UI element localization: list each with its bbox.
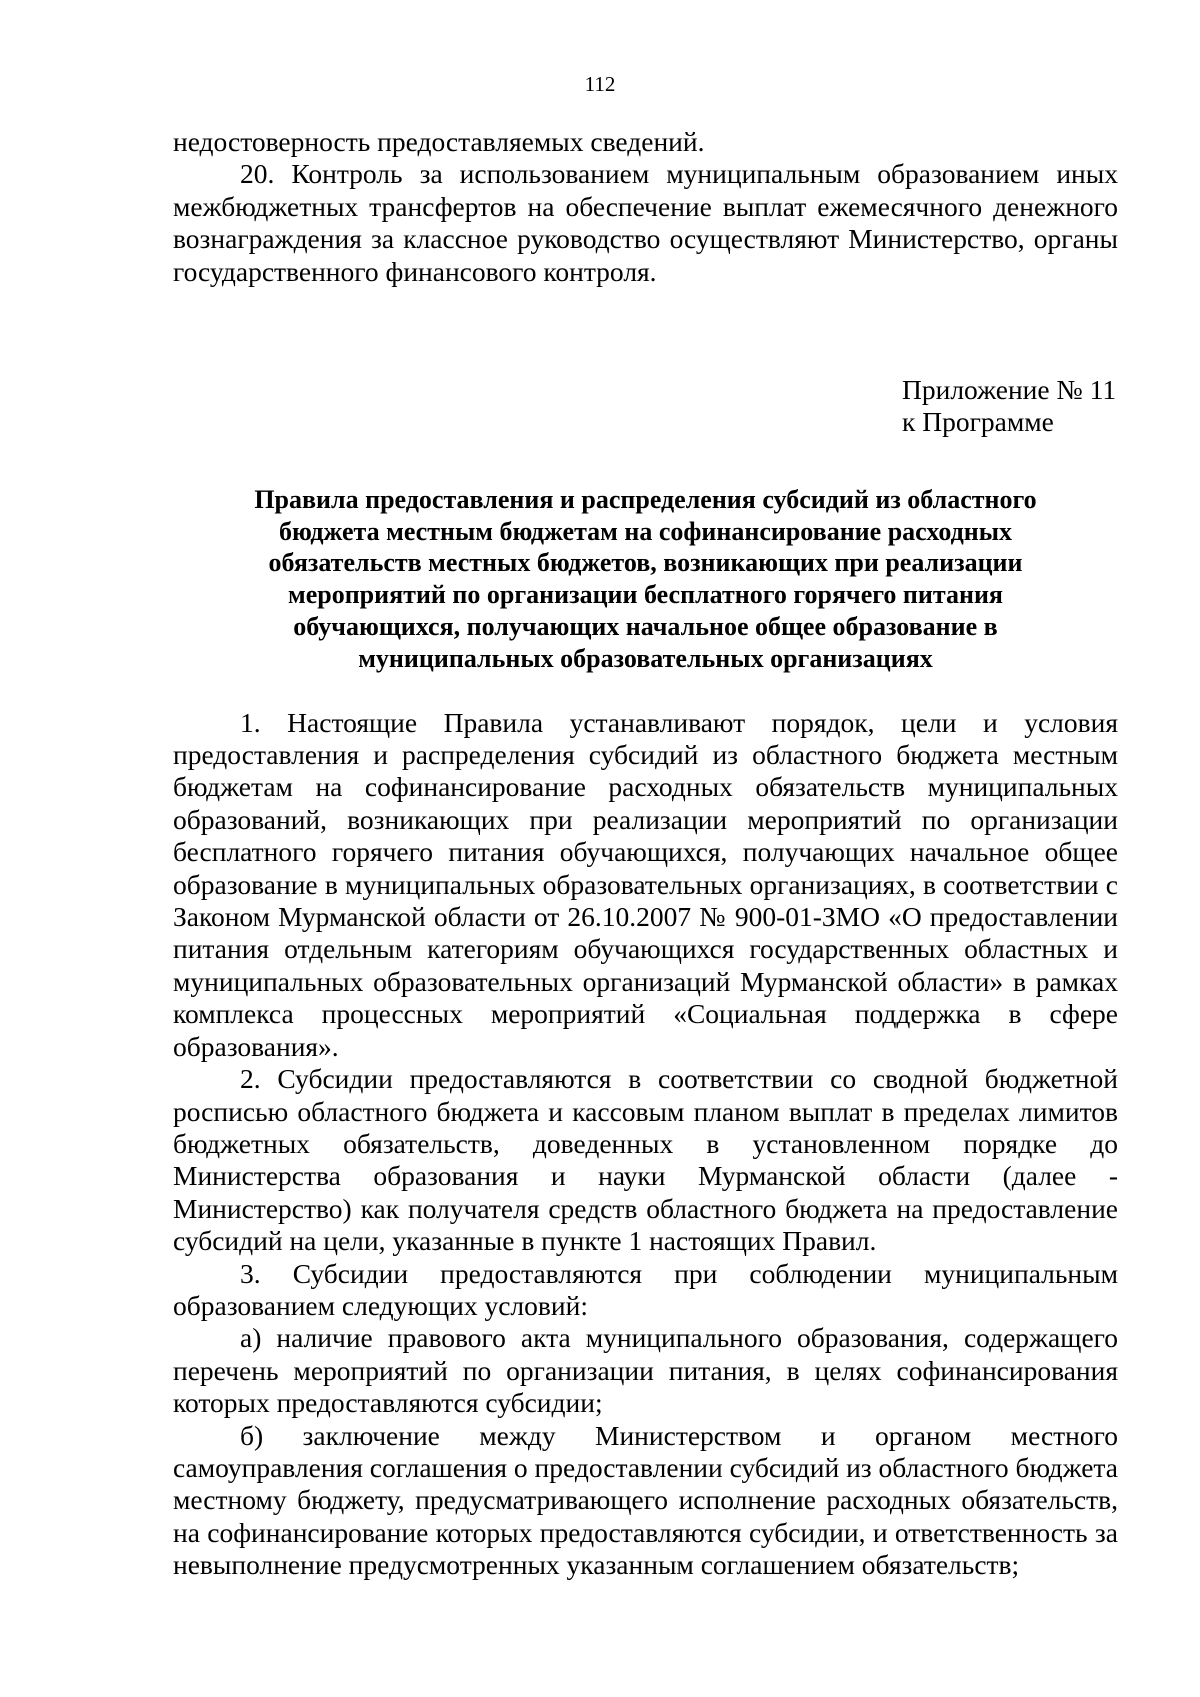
document-content [173, 126, 1118, 1582]
appendix-number: Приложение № 11 [902, 374, 1117, 406]
paragraph-3b: б) заключение между Министерством и органом местного самоуправления соглашения о предоставлении субсидий из областного бюджета местному бюджету, предусматривающего исполнение расходных обязательств, на софинансирование которых предоставляются субсидии, и ответственность за невыполнение предусмотренных указанным соглашением обязательств; [173, 1419, 1118, 1581]
title-line: бюджета местным бюджетам на софинансирование расходных [278, 516, 1013, 546]
appendix-program: к Программе [902, 406, 1054, 438]
paragraph-2: 2. Субсидии предоставляются в соответствии со сводной бюджетной росписью областного бюджета и кассовым планом выплат в пределах лимитов бюджетных обязательств, доведенных в установленном порядке до Министерства образования и науки Мурманской области (далее - Министерство) как получателя средств областного бюджета на предоставление субсидий на цели, указанные в пункте 1 настоящих Правил. [173, 1063, 1118, 1257]
paragraph-20: 20. Контроль за использованием муниципальным образованием иных межбюджетных трансфертов на обеспечение выплат ежемесячного денежного вознаграждения за классное руководство осуществляют Министерство, органы государственного финансового контроля. [173, 158, 1118, 287]
paragraph-3a: а) наличие правового акта муниципального образования, содержащего перечень мероприятий по организации питания, в целях софинансирования которых предоставляются субсидии; [173, 1322, 1118, 1419]
paragraph-1: 1. Настоящие Правила устанавливают порядок, цели и условия предоставления и распределения субсидий из областного бюджета местным бюджетам на софинансирование расходных обязательств муниципальных образований, возникающих при реализации мероприятий по организации бесплатного горячего питания обучающихся, получающих начальное общее образование в муниципальных образовательных организациях, в соответствии с Законом Мурманской области от 26.10.2007 № 900-01-ЗМО «О предоставлении питания отдельным категориям обучающихся государственных областных и муниципальных образовательных организаций Мурманской области» в рамках комплекса процессных мероприятий «Социальная поддержка в сфере образования». [173, 706, 1118, 1062]
rules-body [173, 707, 1118, 1582]
paragraph-continuation: недостоверность предоставляемых сведений. [173, 126, 705, 157]
document-title [173, 484, 1118, 675]
title-line: обучающихся, получающих начальное общее образование в [293, 612, 998, 642]
paragraph-3: 3. Субсидии предоставляются при соблюдении муниципальным образованием следующих условий: [173, 1257, 1118, 1321]
title-line: Правила предоставления и распределения субсидий из областного [254, 484, 1037, 514]
appendix-label [902, 374, 1118, 439]
title-line: обязательств местных бюджетов, возникающих при реализации [268, 548, 1023, 578]
title-line: муниципальных образовательных организациях [358, 643, 933, 673]
title-line: мероприятий по организации бесплатного горячего питания [287, 580, 1003, 610]
page-number: 112 [584, 72, 616, 96]
